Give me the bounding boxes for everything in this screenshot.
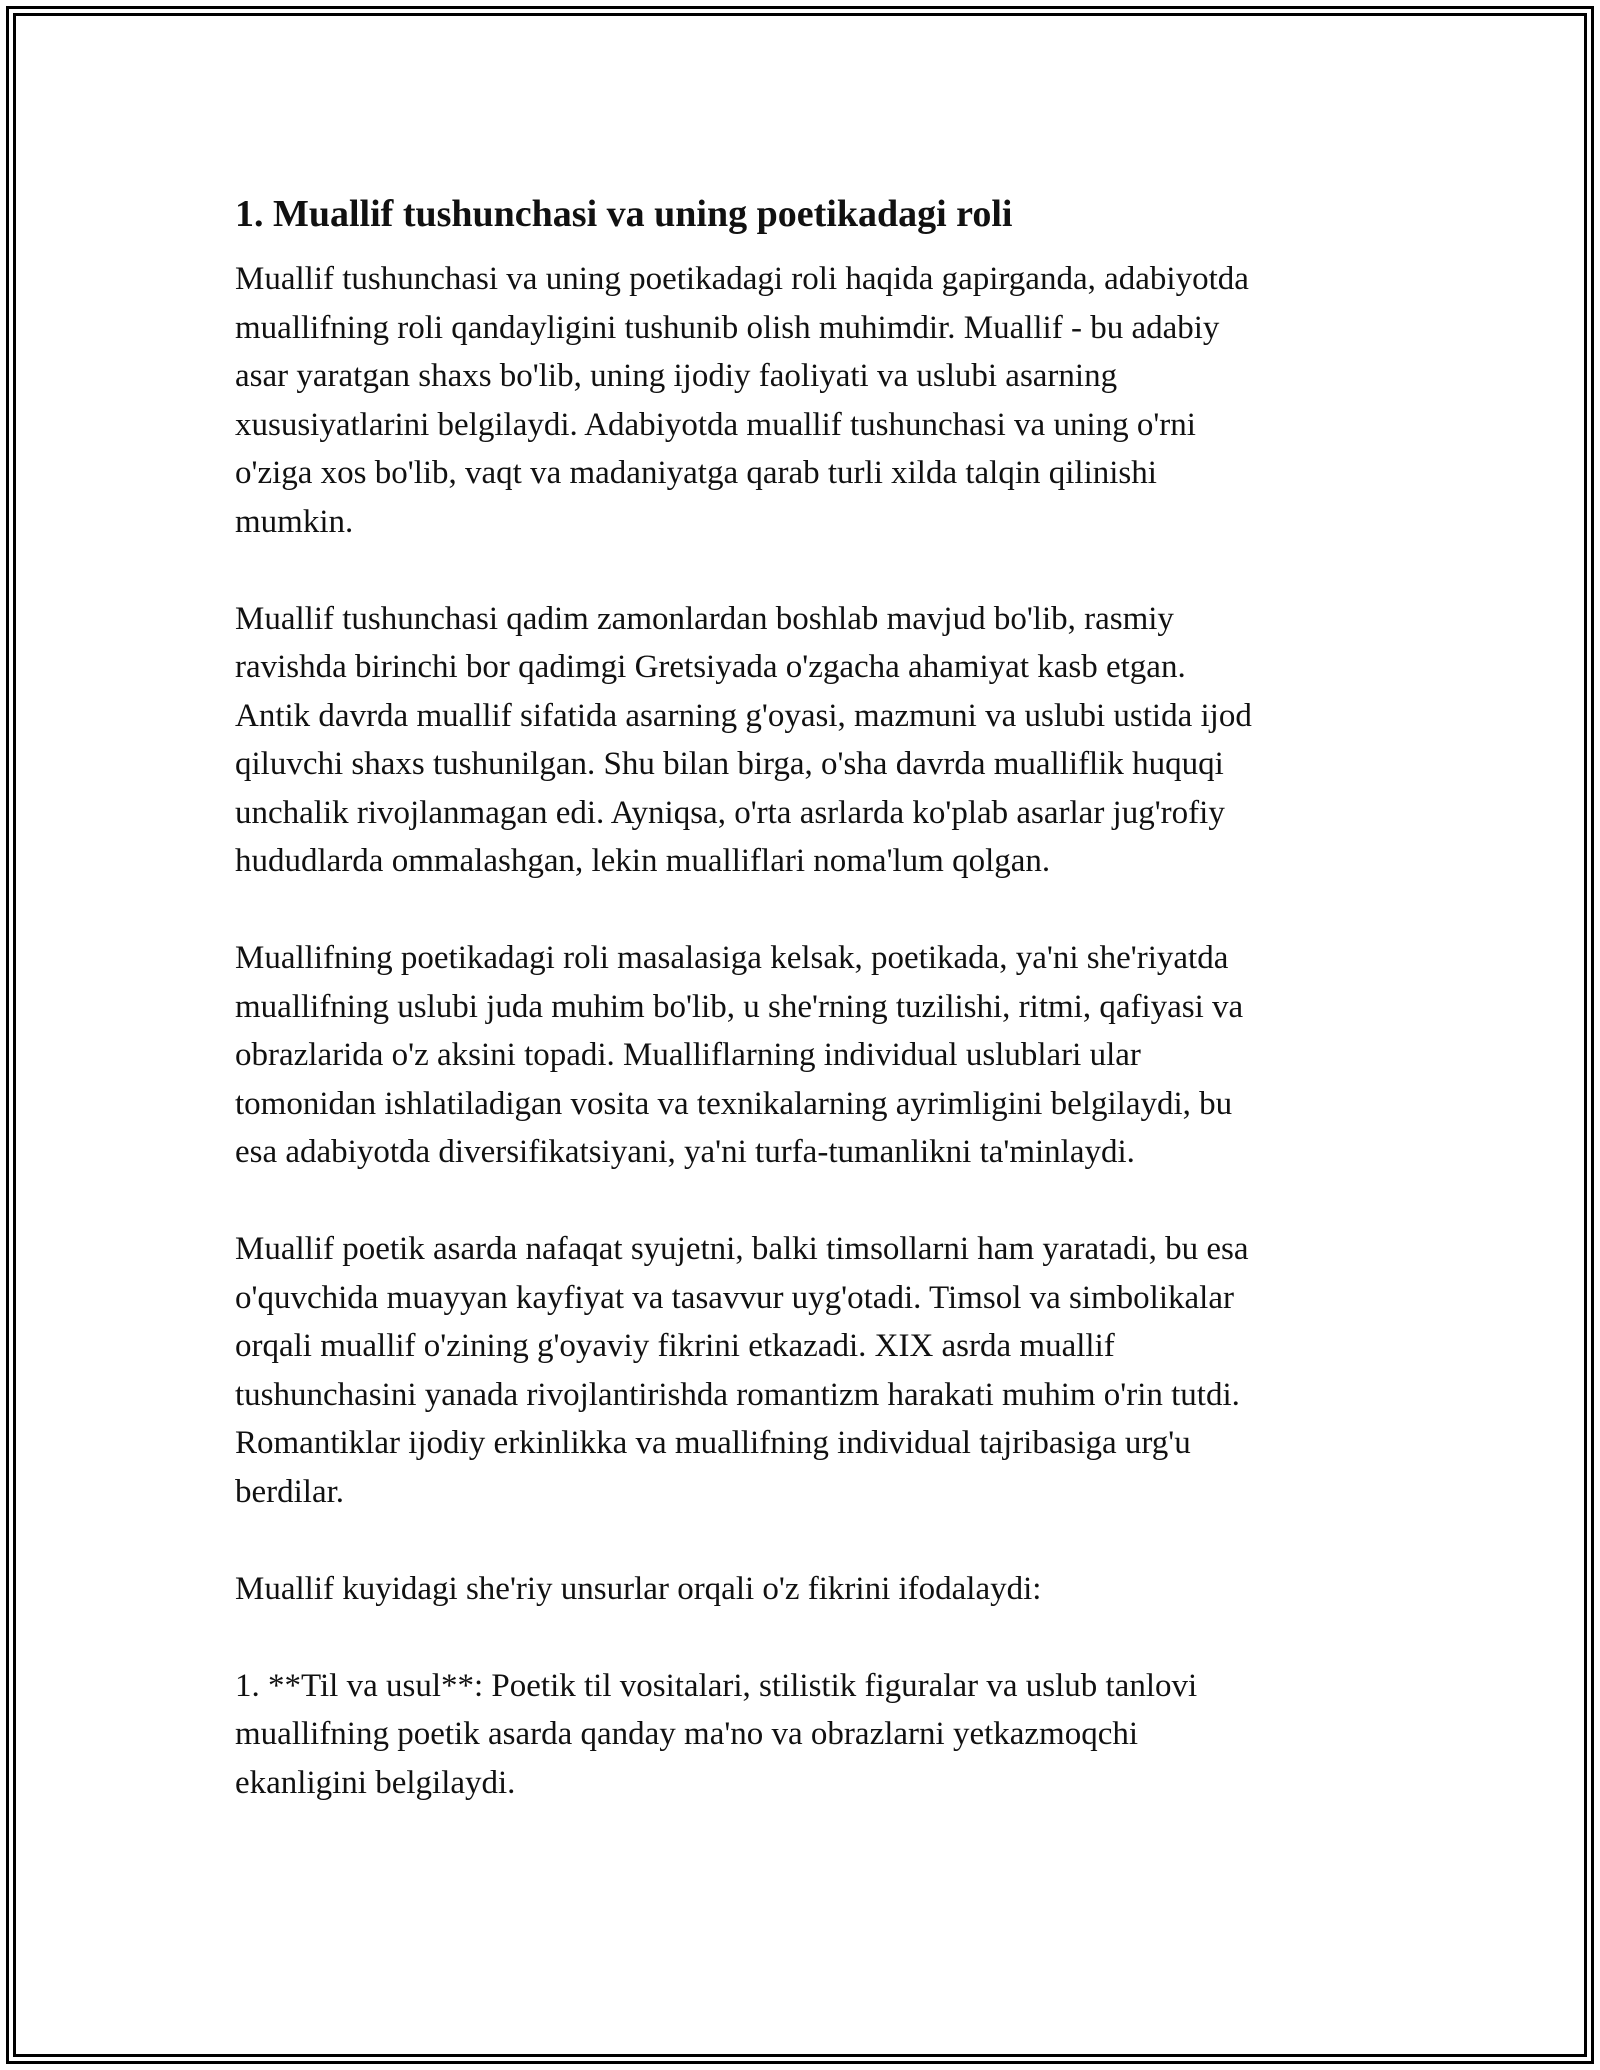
paragraph-poetics-role: Muallifning poetikadagi roli masalasiga kelsak, poetikada, ya'ni she'riyatda muallifning uslubi juda muhim bo'lib, u she'rning tuzilishi, ritmi, qafiyasi va obrazlarida o'z aksini topadi. Mualliflarning individual uslublari ular tomonidan ishlatiladigan vosita va texnikalarning ayrimligini belgilaydi, bu esa adabiyotda diversifikatsiyani, ya'ni turfa-tumanlikni ta'minlaydi. xyxy=(235,940,1244,1170)
document-body xyxy=(235,186,1395,1856)
paragraph-history: Muallif tushunchasi qadim zamonlardan boshlab mavjud bo'lib, rasmiy ravishda birinchi bor qadimgi Gretsiyada o'zgacha ahamiyat kasb etgan. Antik davrda muallif sifatida asarning g'oyasi, mazmuni va uslubi ustida ijod qiluvchi shaxs tushunilgan. Shu bilan birga, o'sha davrda mualliflik huquqi unchalik rivojlanmagan edi. Ayniqsa, o'rta asrlarda ko'plab asarlar jug'rofiy hududlarda ommalashgan, lekin mualliflari noma'lum qolgan. xyxy=(235,600,1252,879)
paragraph-intro: Muallif tushunchasi va uning poetikadagi roli haqida gapirganda, adabiyotda muallifning roli qandayligini tushunib olish muhimdir. Muallif - bu adabiy asar yaratgan shaxs bo'lib, uning ijodiy faoliyati va uslubi asarning xususiyatlarini belgilaydi. Adabiyotda muallif tushunchasi va uning o'rni o'ziga xos bo'lib, vaqt va madaniyatga qarab turli xilda talqin qilinishi mumkin. xyxy=(235,261,1249,540)
list-item-language: 1. **Til va usul**: Poetik til vositalari, stilistik figuralar va uslub tanlovi muallifning poetik asarda qanday ma'no va obrazlarni yetkazmoqchi ekanligini belgilaydi. xyxy=(235,1667,1198,1801)
paragraph-list-intro: Muallif kuyidagi she'riy unsurlar orqali o'z fikrini ifodalaydi: xyxy=(235,1570,1042,1607)
paragraph-symbols: Muallif poetik asarda nafaqat syujetni, balki timsollarni ham yaratadi, bu esa o'quvchida muayyan kayfiyat va tasavvur uyg'otadi. Timsol va simbolikalar orqali muallif o'zining g'oyaviy fikrini etkazadi. XIX asrda muallif tushunchasini yanada rivojlantirishda romantizm harakati muhim o'rin tutdi. Romantiklar ijodiy erkinlikka va muallifning individual tajribasiga urg'u berdilar. xyxy=(235,1231,1249,1510)
section-heading: 1. Muallif tushunchasi va uning poetikadagi roli xyxy=(235,193,1013,235)
